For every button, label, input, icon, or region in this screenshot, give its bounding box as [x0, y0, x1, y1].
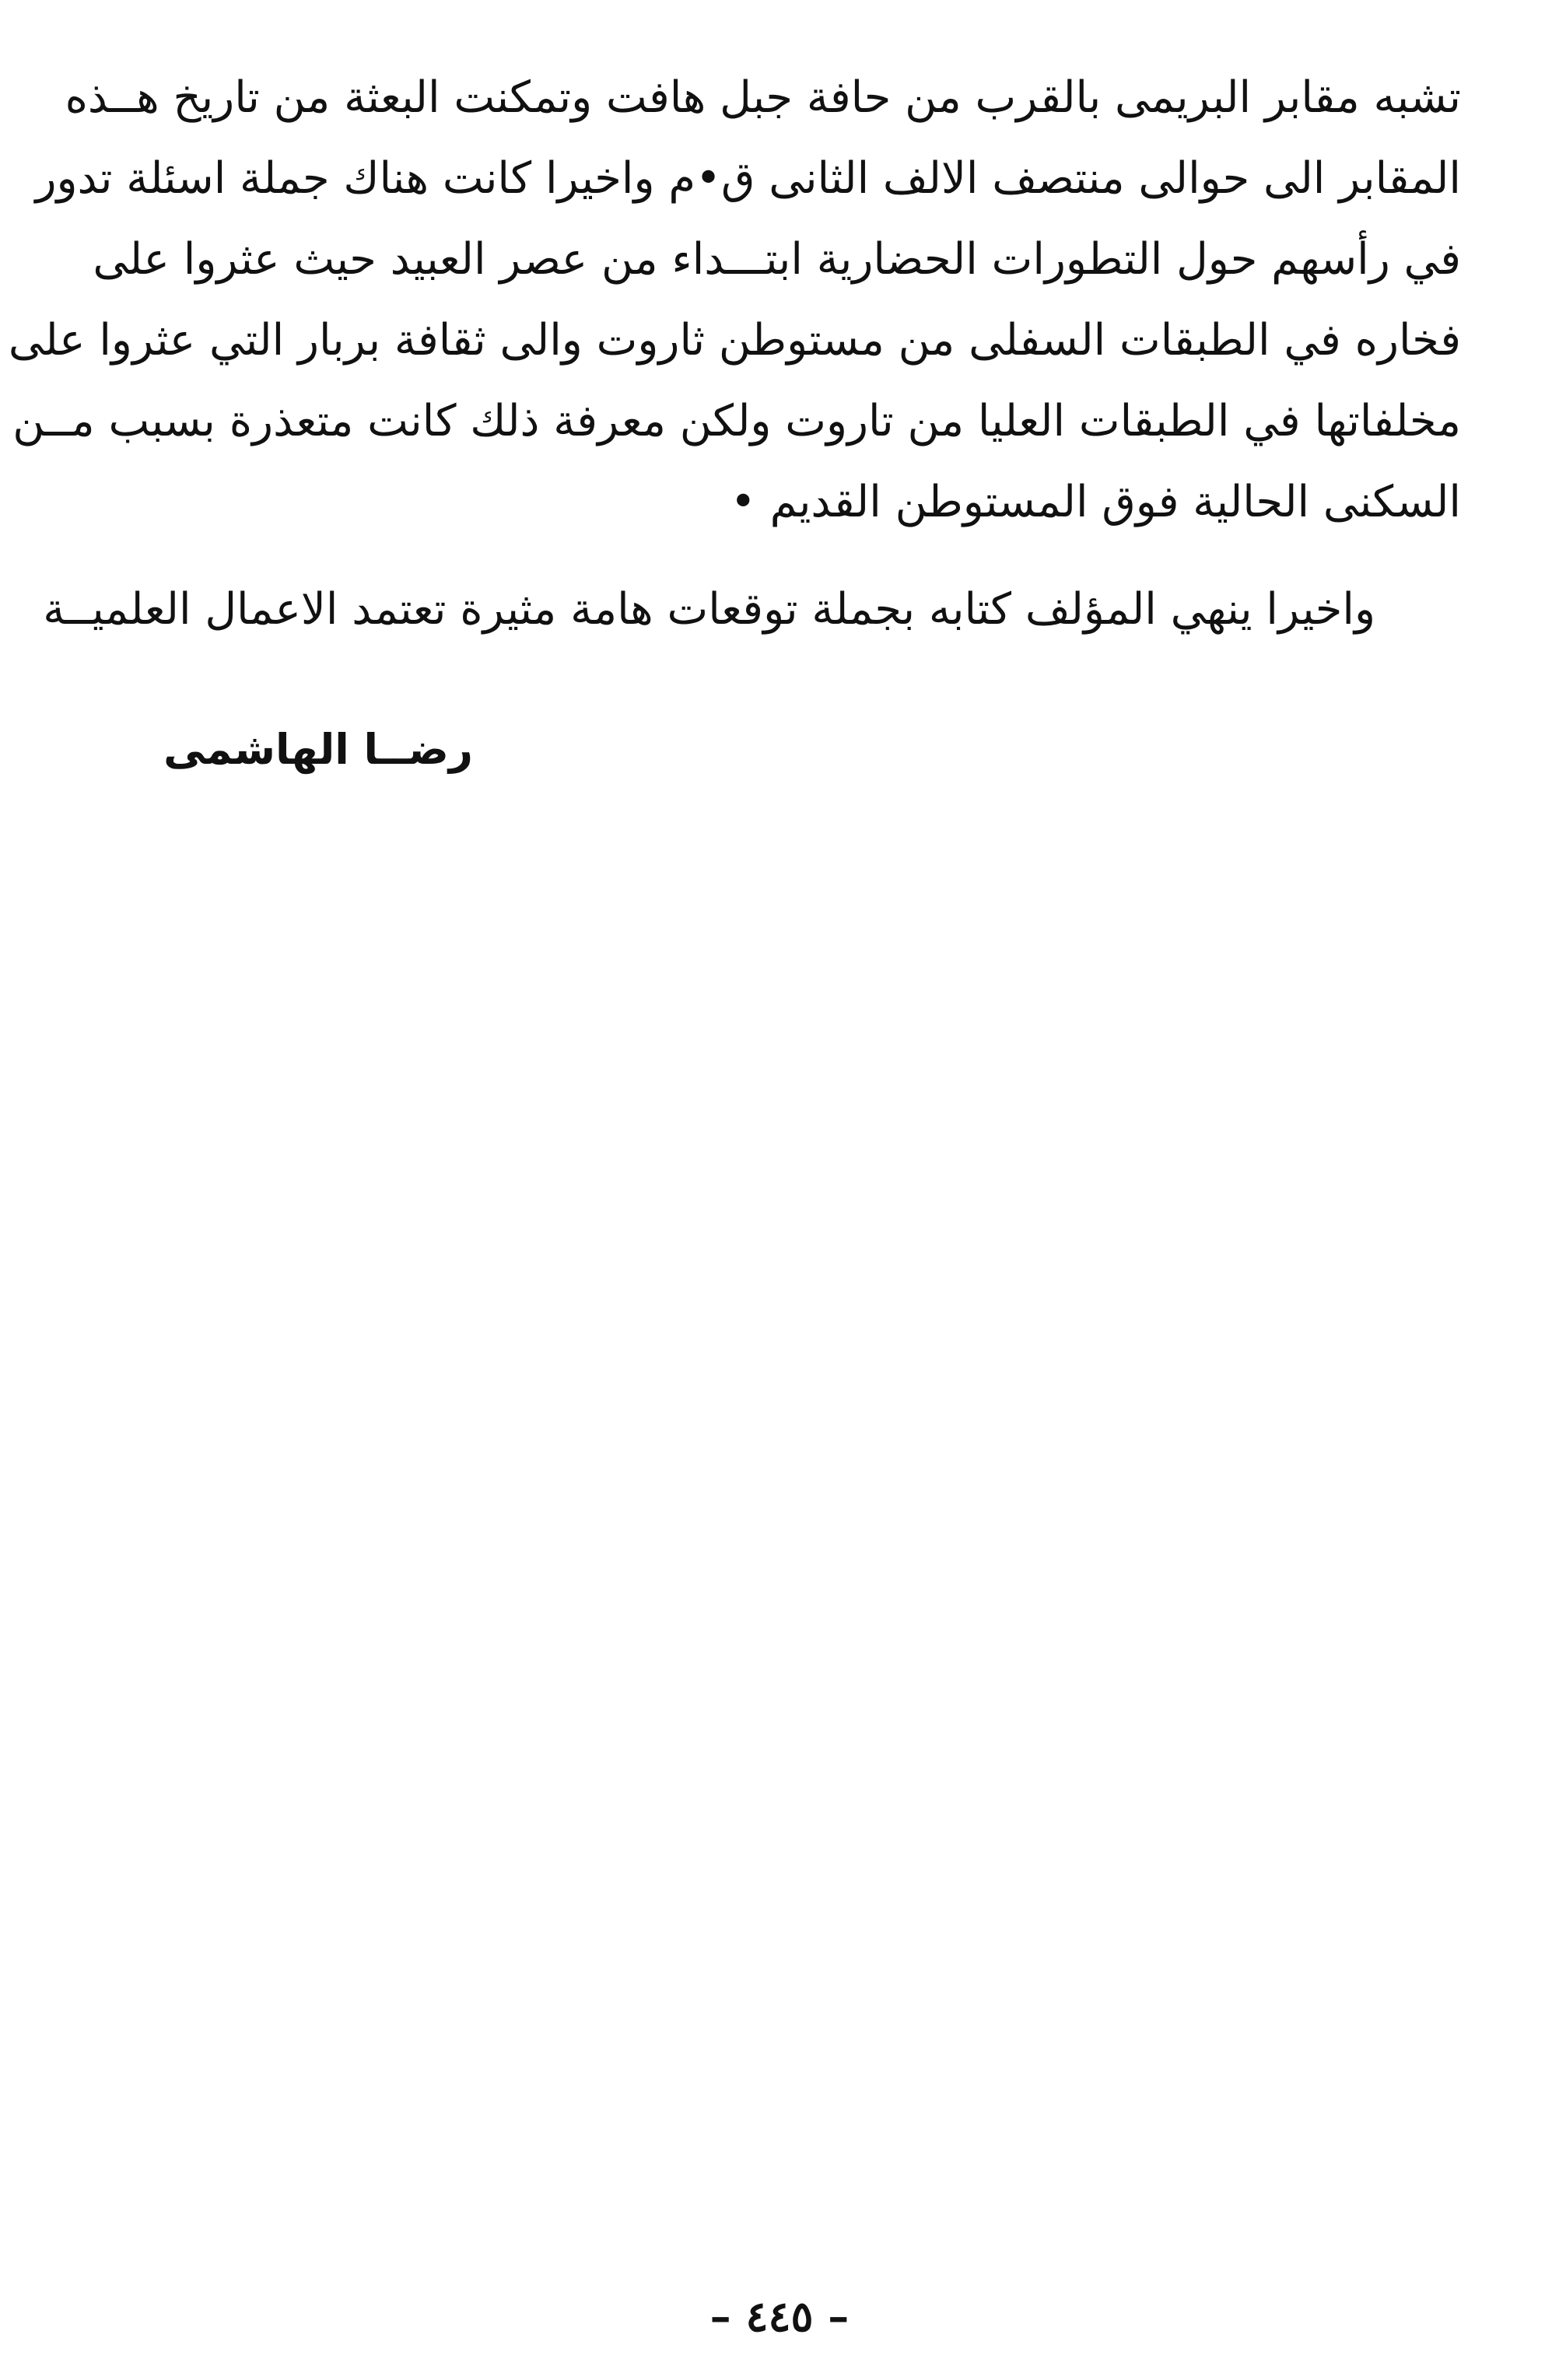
- paragraph-1: [8, 58, 1461, 543]
- text-line: السكنى الحالية فوق المستوطن القديم •: [730, 477, 1461, 527]
- author-signature: رضــا الهاشمى: [163, 725, 473, 774]
- page-number: – ٤٤٥ –: [709, 2291, 850, 2341]
- text-line: فخاره في الطبقات السفلى من مستوطن ثاروت والى ثقافة بربار التي عثروا على: [8, 315, 1461, 366]
- text-line: في رأسهم حول التطورات الحضارية ابتـــداء من عصر العبيد حيث عثروا على: [93, 234, 1461, 285]
- text-line: تشبه مقابر البريمى بالقرب من حافة جبل هافت وتمكنت البعثة من تاريخ هــذه: [65, 72, 1461, 123]
- text-line: مخلفاتها في الطبقات العليا من تاروت ولكن معرفة ذلك كانت متعذرة بسبب مــن: [12, 396, 1461, 446]
- text-line: المقابر الى حوالى منتصف الالف الثانى ق•م واخيرا كانت هناك جملة اسئلة تدور: [35, 153, 1461, 204]
- paragraph-2: واخيرا ينهي المؤلف كتابه بجملة توقعات هامة مثيرة تعتمد الاعمال العلميــة: [43, 584, 1375, 635]
